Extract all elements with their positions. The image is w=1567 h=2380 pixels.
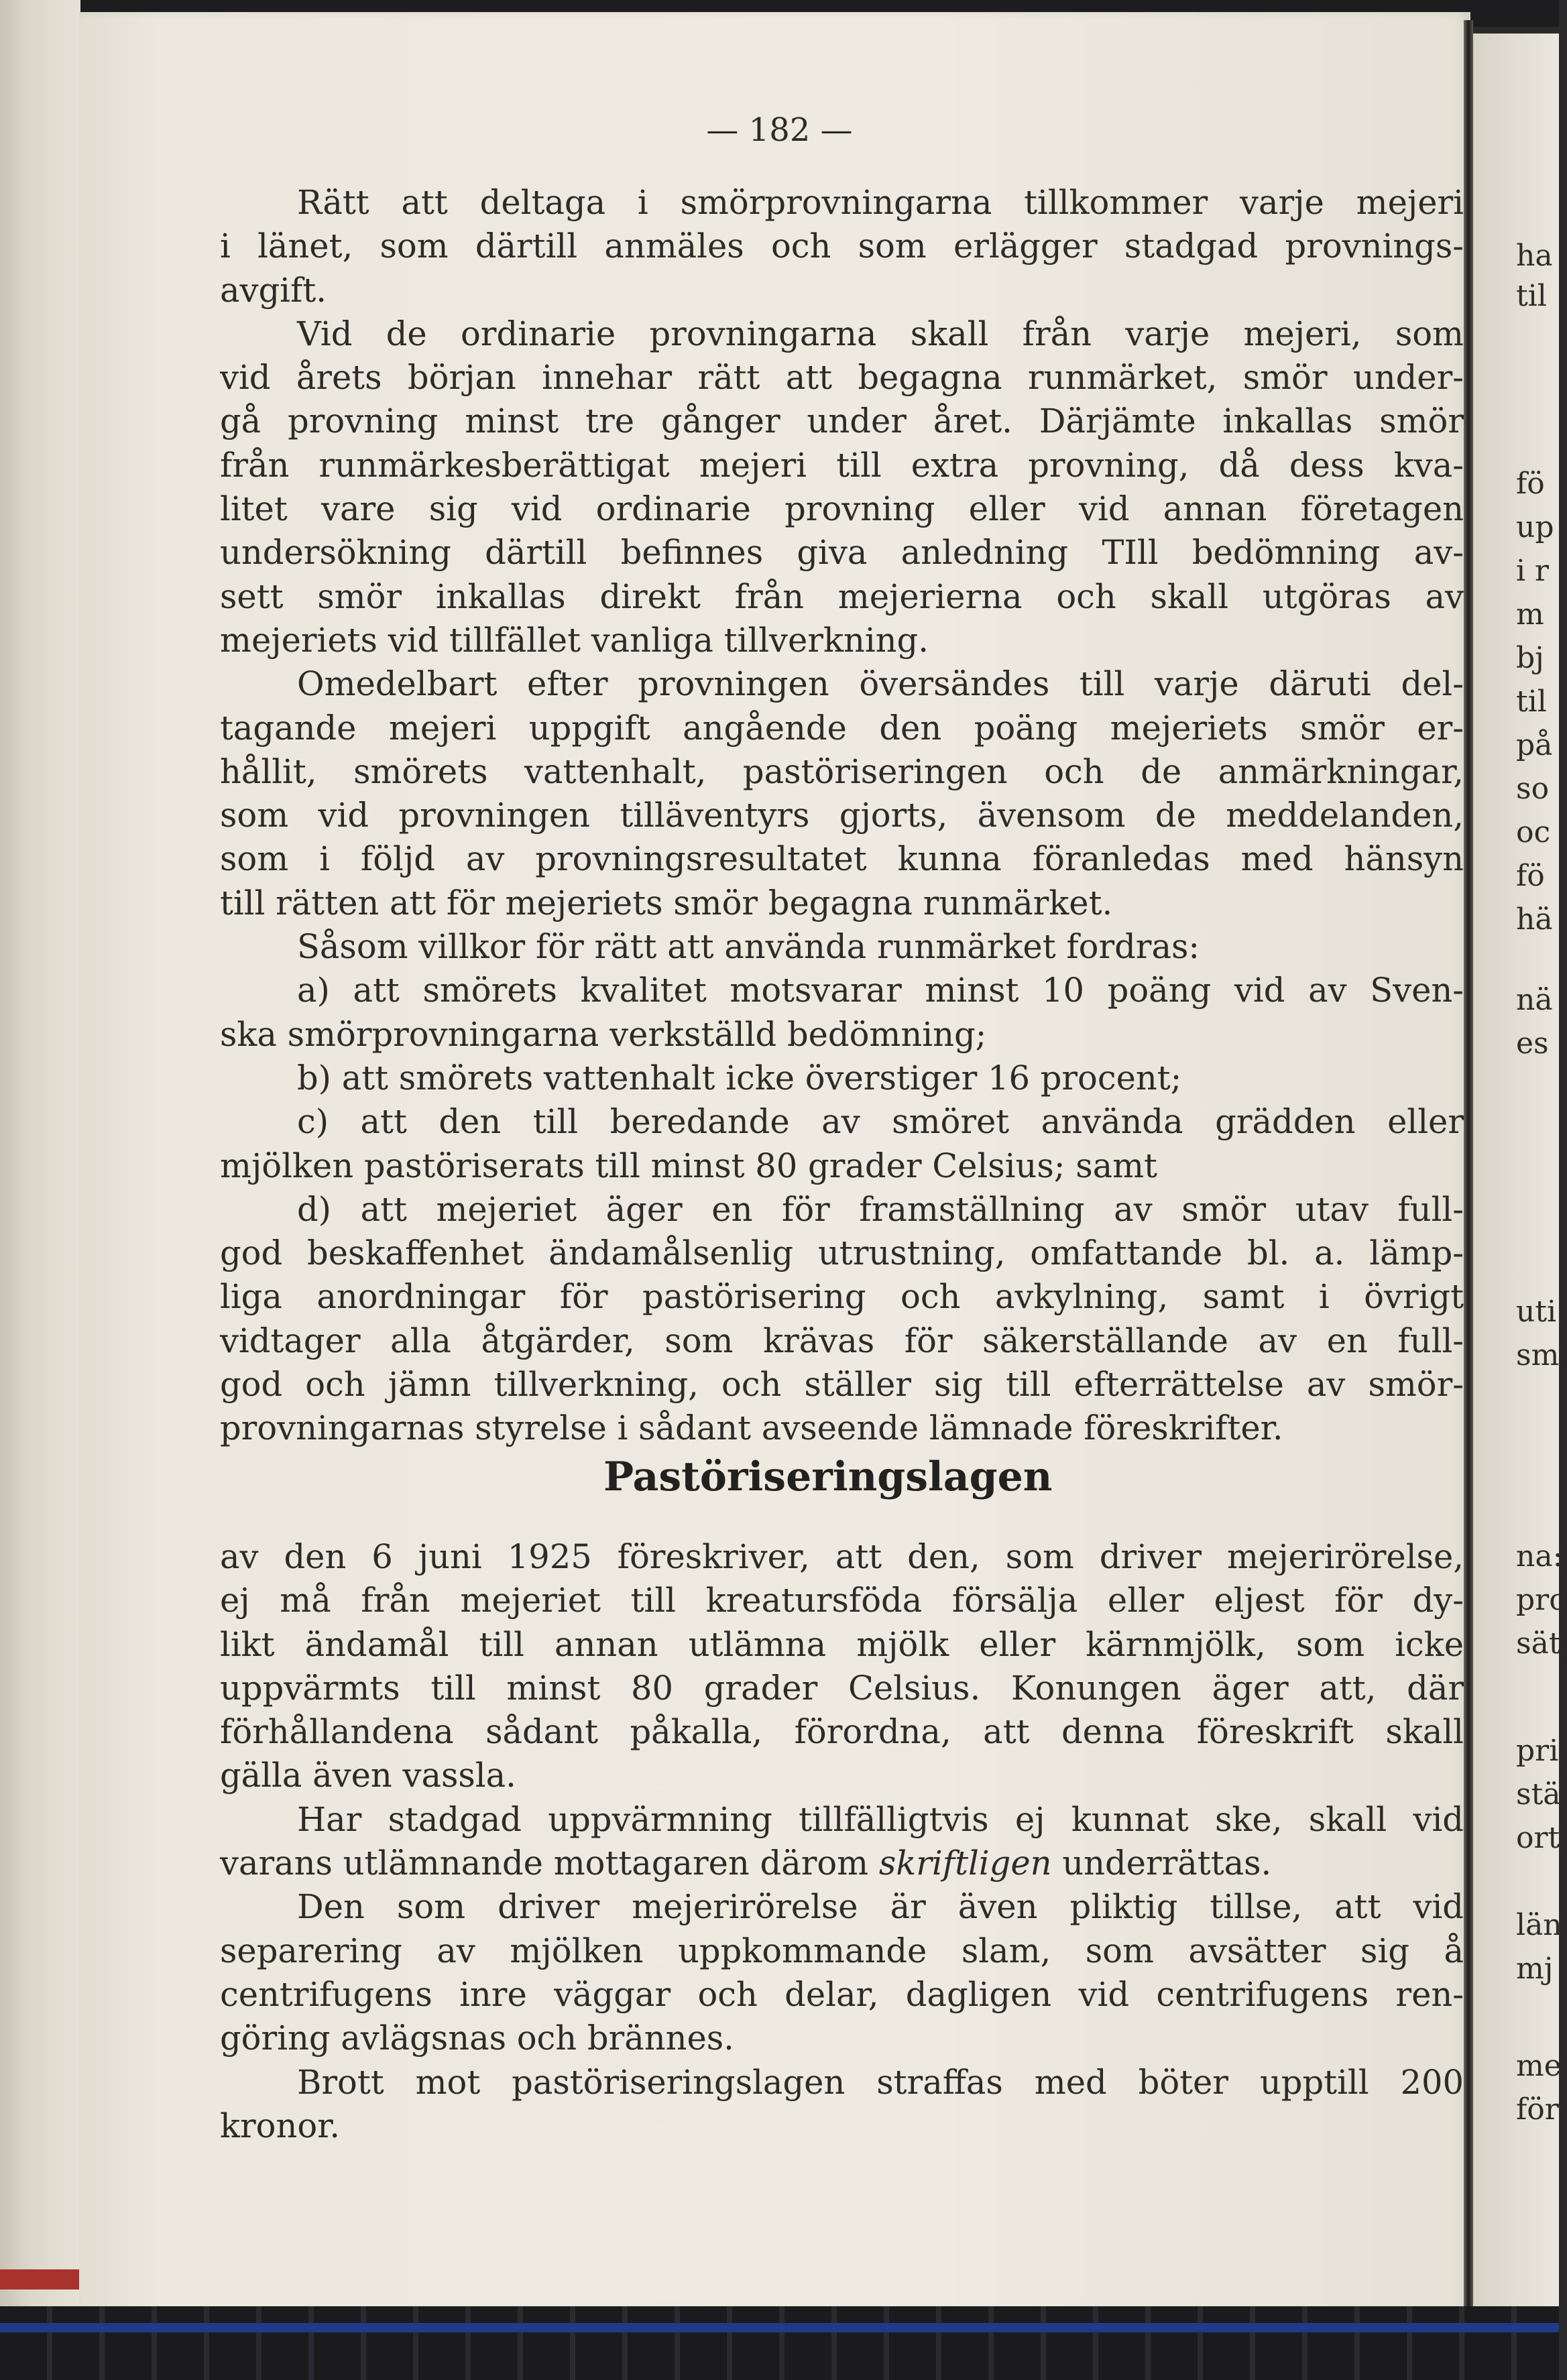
facing-page-text-fragment: på — [1516, 728, 1553, 762]
text-line: Har stadgad uppvärmning tillfälligtvis ej kunnat ske, skall vid — [297, 1799, 1464, 1839]
text-line: mjölken pastöriserats till minst 80 grader Celsius; samt — [220, 1146, 1157, 1185]
text-line: förhållandena sådant påkalla, förordna, att denna föreskrift skall — [220, 1712, 1464, 1752]
text-line: vid årets början innehar rätt att begagna runmärket, smör under- — [220, 358, 1464, 398]
page-number: — 182 — — [706, 111, 853, 149]
scanner-background-bottom — [0, 2306, 1559, 2380]
facing-page-text-fragment: oc — [1516, 815, 1551, 849]
facing-page-text-fragment: til — [1516, 279, 1547, 313]
text-line: uppvärmts till minst 80 grader Celsius. Konungen äger att, där — [220, 1668, 1464, 1708]
text-line: tagande mejeri uppgift angående den poäng mejeriets smör er- — [220, 708, 1464, 748]
text-line: Vid de ordinarie provningarna skall från varje mejeri, som — [297, 314, 1464, 353]
text-line: gå provning minst tre gånger under året. Därjämte inkallas smör — [220, 402, 1464, 441]
facing-page-text-fragment: sm — [1516, 1338, 1560, 1372]
text-line: som i följd av provningsresultatet kunna föranledas med hänsyn — [220, 839, 1464, 879]
facing-page-text-fragment: uti — [1516, 1295, 1557, 1329]
text-line: Rätt att deltaga i smörprovningarna tillkommer varje mejeri — [297, 183, 1464, 222]
cover-red-stripe — [0, 2269, 80, 2289]
text-line: Den som driver mejerirörelse är även pliktig tillse, att vid — [297, 1887, 1464, 1927]
text-line: ej må från mejeriet till kreatursföda försälja eller eljest för dy- — [220, 1581, 1464, 1620]
text-line: d) att mejeriet äger en för framställning av smör utav full- — [297, 1189, 1464, 1229]
book-cover-edge — [0, 0, 80, 2326]
text-line: Såsom villkor för rätt att använda runmärket fordras: — [297, 927, 1200, 967]
emphasized-word: skriftligen — [878, 1844, 1052, 1883]
text-line: sett smör inkallas direkt från mejerierna och skall utgöras av — [220, 577, 1464, 616]
facing-page-text-fragment: es — [1516, 1026, 1549, 1061]
facing-page-text-fragment: nä — [1516, 983, 1553, 1017]
text-line: göring avlägsnas och brännes. — [220, 2019, 734, 2058]
text-line: god och jämn tillverkning, och ställer sig till efterrättelse av smör- — [220, 1365, 1464, 1405]
body-text-block-1 — [220, 181, 1464, 1451]
text-line: Omedelbart efter provningen översändes till varje däruti del- — [297, 664, 1464, 704]
cover-blue-edge — [0, 2323, 1559, 2332]
text-line: litet vare sig vid ordinarie provning eller vid annan företagen — [220, 489, 1464, 529]
facing-page-text-fragment: m — [1516, 597, 1544, 632]
text-line: hållit, smörets vattenhalt, pastöriseringen och de anmärkningar, — [220, 752, 1464, 791]
facing-page-text-fragment: hä — [1516, 902, 1553, 937]
text-line: som vid provningen tilläventyrs gjorts, ävensom de meddelanden, — [220, 796, 1464, 835]
section-heading: Pastöriseringslagen — [603, 1453, 1053, 1500]
text-line: centrifugens inre väggar och delar, dagligen vid centrifugens ren- — [220, 1974, 1464, 2014]
facing-page-text-fragment: mj — [1516, 1952, 1554, 1986]
facing-page-text-fragment: ha — [1516, 239, 1553, 273]
text-line: ska smörprovningarna verkställd bedömning; — [220, 1014, 987, 1054]
text-line: c) att den till beredande av smöret använda grädden eller — [297, 1102, 1464, 1142]
text-line: gälla även vassla. — [220, 1756, 516, 1795]
facing-page-text-fragment: för — [1516, 2092, 1559, 2127]
facing-page-text-fragment: ort — [1516, 1821, 1560, 1855]
facing-page-text-fragment: stä — [1516, 1777, 1561, 1811]
facing-page-text-fragment: me — [1516, 2049, 1562, 2083]
facing-page-text-fragment: til — [1516, 685, 1547, 719]
text-line: undersökning därtill befinnes giva anledning TIll bedömning av- — [220, 533, 1464, 573]
text-line: från runmärkesberättigat mejeri till extra provning, då dess kva- — [220, 445, 1464, 485]
text-line: separering av mjölken uppkommande slam, som avsätter sig å — [220, 1931, 1464, 1970]
text-line: Brott mot pastöriseringslagen straffas med böter upptill 200 — [297, 2062, 1464, 2102]
body-text-block-2 — [220, 1535, 1464, 2148]
facing-page-text-fragment: pro — [1516, 1583, 1567, 1617]
text-line: mejeriets vid tillfället vanliga tillverkning. — [220, 620, 929, 660]
facing-page-text-fragment: na: — [1516, 1539, 1563, 1573]
facing-page-text-fragment: so — [1516, 772, 1550, 806]
text-line: till rätten att för mejeriets smör begagna runmärket. — [220, 883, 1113, 923]
text-line: kronor. — [220, 2106, 341, 2145]
text-line: avgift. — [220, 270, 327, 310]
text-line: liga anordningar för pastörisering och avkylning, samt i övrigt — [220, 1277, 1464, 1317]
facing-page — [1473, 34, 1567, 2310]
text-line: varans utlämnande mottagaren därom skriftligen underrättas. — [220, 1844, 1272, 1883]
text-line: vidtager alla åtgärder, som krävas för säkerställande av en full- — [220, 1321, 1464, 1360]
book-gutter — [1464, 20, 1473, 2313]
text-line: provningarnas styrelse i sådant avseende lämnade föreskrifter. — [220, 1409, 1283, 1448]
text-line: a) att smörets kvalitet motsvarar minst 10 poäng vid av Sven- — [297, 971, 1464, 1010]
text-line: i länet, som därtill anmäles och som erlägger stadgad provnings- — [220, 227, 1464, 266]
facing-page-text-fragment: pri — [1516, 1734, 1559, 1768]
facing-page-text-fragment: i r — [1516, 554, 1550, 588]
text-line: b) att smörets vattenhalt icke överstiger 16 procent; — [297, 1058, 1182, 1097]
facing-page-text-fragment: up — [1516, 510, 1554, 544]
text-line: god beskaffenhet ändamålsenlig utrustning, omfattande bl. a. lämp- — [220, 1234, 1464, 1273]
text-line: av den 6 juni 1925 föreskriver, att den, som driver mejerirörelse, — [220, 1537, 1464, 1576]
facing-page-text-fragment: bj — [1516, 641, 1544, 675]
facing-page-text-fragment: län — [1516, 1908, 1562, 1942]
facing-page-text-fragment: fö — [1516, 467, 1545, 501]
facing-page-text-fragment: sät — [1516, 1626, 1561, 1661]
facing-page-text-fragment: fö — [1516, 859, 1545, 893]
text-line: likt ändamål till annan utlämna mjölk eller kärnmjölk, som icke — [220, 1624, 1464, 1664]
